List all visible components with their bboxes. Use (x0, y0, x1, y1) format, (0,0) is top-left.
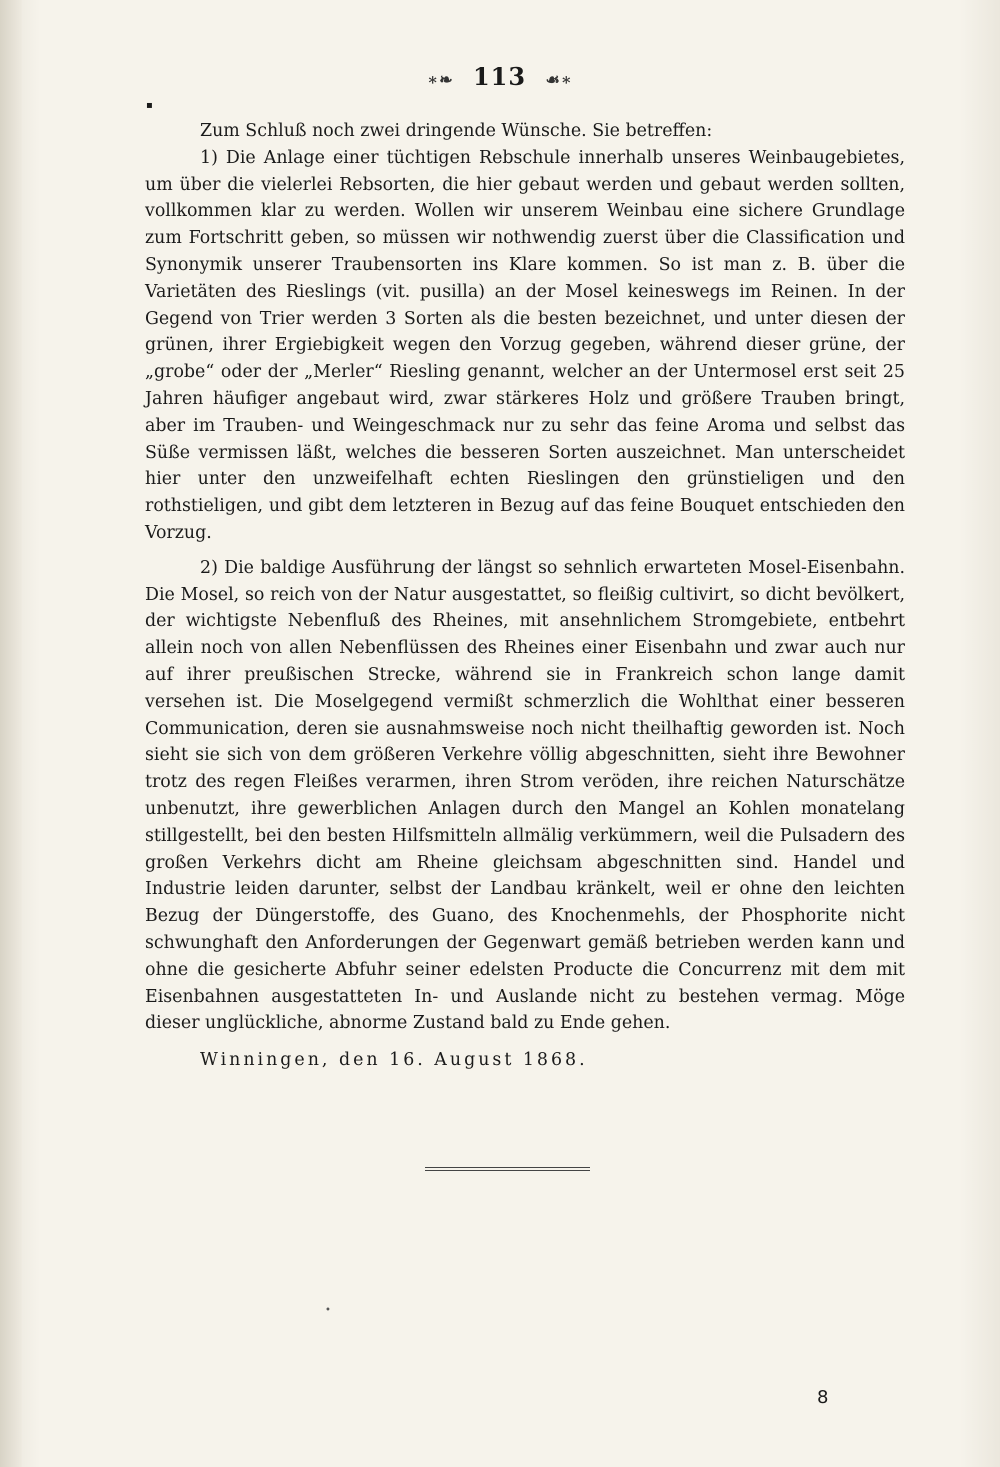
paragraph-eisenbahn: 2) Die baldige Ausführung der längst so sehnlich erwarteten Mosel-Eisenbahn. Die Mosel, so reich von der Natur ausgestattet, so fleißig cultivirt, so dicht bevölkert, der wichtigste Nebenfluß des Rheines, mit ansehnlichem Stromgebiete, entbehrt allein noch von allen Nebenflüssen des Rheines einer Eisenbahn und zwar auch nur auf ihrer preußischen Strecke, während sie in Frankreich schon lange damit versehen ist. Die Moselgegend vermißt schmerzlich die Wohlthat einer besseren Communication, deren sie ausnahmsweise noch nicht theilhaftig geworden ist. Noch sieht sie sich von dem größeren Verkehre völlig abgeschnitten, sieht ihre Bewohner trotz des regen Fleißes verarmen, ihren Strom veröden, ihre reichen Naturschätze unbenutzt, ihre gewerblichen Anlagen durch den Mangel an Kohlen monatelang stillgestellt, bei den besten Hilfsmitteln allmälig verkümmern, weil die Pulsadern des großen Verkehrs dicht am Rheine gleichsam abgeschnitten sind. Handel und Industrie leiden darunter, selbst der Landbau kränkelt, weil er ohne den leichten Bezug der Düngerstoffe, des Guano, des Knochenmehls, der Phosphorite nicht schwunghaft den Anforderungen der Gegenwart gemäß betrieben werden kann und ohne die gesicherte Abfuhr seiner edelsten Producte die Concurrenz mit dem mit Eisenbahnen ausgestatteten In- und Auslande nicht zu bestehen vermag. Möge dieser unglückliche, abnorme Zustand bald zu Ende gehen. (145, 557, 905, 1034)
ornament-left: ∗❧ (427, 70, 454, 89)
page-number: 113 (472, 62, 527, 91)
sheet-signature-number: 8 (817, 1387, 829, 1408)
page-header (0, 62, 1000, 91)
main-text (145, 118, 905, 1074)
paragraph-rebschule: 1) Die Anlage einer tüchtigen Rebschule innerhalb unseres Weinbaugebietes, um über die vielerlei Rebsorten, die hier gebaut werden und gebaut werden sollten, vollkommen klar zu werden. Wollen wir unserem Weinbau eine sichere Grundlage zum Fortschritt geben, so müssen wir nothwendig zuerst über die Classification und Synonymik unserer Traubensorten ins Klare kommen. So ist man z. B. über die Varietäten des Rieslings (vit. pusilla) an der Mosel keineswegs im Reinen. In der Gegend von Trier werden 3 Sorten als die besten bezeichnet, und unter diesen der grünen, ihrer Ergiebigkeit wegen den Vorzug gegeben, während dieser grüne, der „grobe“ oder der „Merler“ Riesling genannt, welcher an der Untermosel erst seit 25 Jahren häufiger angebaut wird, zwar stärkeres Holz und größere Trauben bringt, aber im Trauben- und Weingeschmack nur zu sehr das feine Aroma und selbst das Süße vermissen läßt, welches die besseren Sorten auszeichnet. Man unterscheidet hier unter den unzweifelhaft echten Rieslingen den grünstieligen und den rothstieligen, und gibt dem letzteren in Bezug auf das feine Bouquet entschieden den Vorzug. (145, 147, 905, 543)
ink-speck-lower: • (325, 1305, 331, 1316)
place-date-signature: Winningen, den 16. August 1868. (200, 1050, 588, 1071)
paragraph-intro: Zum Schluß noch zwei dringende Wünsche. Sie betreffen: (200, 121, 713, 141)
ornament-right: ☙∗ (545, 70, 573, 89)
ink-speck: ▪ (146, 100, 153, 111)
binding-gutter (0, 0, 22, 1467)
closing-rule (425, 1167, 590, 1171)
